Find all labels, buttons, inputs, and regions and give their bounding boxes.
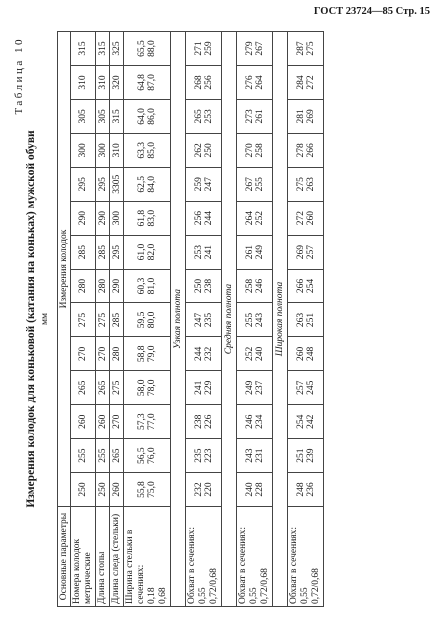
section-row (273, 32, 288, 607)
value-1: 243 (244, 448, 255, 463)
value-2: 241 (203, 244, 214, 260)
value-2: 249 (254, 244, 265, 260)
value-1: 278 (295, 143, 306, 158)
table-cell: 300 (110, 201, 124, 235)
row-label-sub1: 0,55 (300, 587, 310, 604)
table-cell: 290 (96, 201, 110, 235)
value-1: 235 (193, 448, 204, 463)
table-cell (186, 66, 222, 100)
row-label (237, 507, 273, 607)
row-label: Длина следа (стельки) (110, 507, 124, 607)
value-1: 272 (295, 211, 306, 226)
value-1: 262 (193, 143, 204, 158)
table-cell (124, 303, 171, 337)
value-1: 252 (244, 346, 255, 361)
table-cell: 250 (71, 473, 96, 507)
table-cell (237, 66, 273, 100)
table-cell (124, 269, 171, 303)
value-2: 266 (305, 143, 316, 158)
table-cell (288, 371, 324, 405)
table-cell (186, 473, 222, 507)
value-2: 264 (254, 75, 265, 90)
value-2: 77,0 (147, 413, 157, 431)
table-cell: 285 (110, 303, 124, 337)
table-cell: 280 (71, 269, 96, 303)
row-label (288, 507, 324, 607)
row-label-sub2: 0,68 (158, 587, 168, 604)
table-cell: 275 (96, 303, 110, 337)
table-cell: 260 (96, 405, 110, 439)
row-label-sub1: 0,55 (249, 587, 259, 604)
table-cell (237, 269, 273, 303)
value-2: 240 (254, 346, 265, 361)
table-cell (288, 201, 324, 235)
value-2: 248 (305, 346, 316, 361)
value-1: 250 (193, 278, 204, 294)
value-2: 254 (305, 278, 316, 294)
value-2: 235 (203, 312, 214, 328)
table-cell (288, 337, 324, 371)
measurements-table (57, 31, 324, 607)
value-2: 242 (305, 414, 316, 429)
value-1: 266 (295, 278, 306, 294)
table-cell (186, 371, 222, 405)
table-row (110, 32, 124, 607)
table-cell: 305 (71, 99, 96, 133)
value-2: 232 (203, 346, 214, 361)
table-cell (186, 303, 222, 337)
table-cell: 300 (96, 133, 110, 167)
table-cell (288, 473, 324, 507)
table-cell (237, 405, 273, 439)
value-2: 247 (203, 177, 214, 192)
table-row (288, 32, 324, 607)
table-cell (186, 133, 222, 167)
value-1: 260 (295, 346, 306, 361)
table-cell: 325 (110, 32, 124, 66)
value-2: 253 (203, 109, 214, 124)
value-2: 261 (254, 109, 265, 124)
value-1: 246 (244, 414, 255, 429)
table-cell (124, 235, 171, 269)
value-2: 78,0 (147, 379, 157, 397)
table-cell (237, 371, 273, 405)
table-cell: 300 (71, 133, 96, 167)
value-1: 270 (244, 143, 255, 158)
table-cell: 295 (71, 167, 96, 201)
value-1: 61,8 (137, 209, 147, 227)
value-2: 251 (305, 312, 316, 328)
value-1: 258 (244, 278, 255, 294)
value-1: 254 (295, 414, 306, 429)
table-cell: 280 (110, 337, 124, 371)
row-label-sub2: 0,72/0,68 (260, 568, 270, 604)
value-2: 239 (305, 448, 316, 463)
table-cell: 275 (71, 303, 96, 337)
table-cell: 315 (96, 32, 110, 66)
row-label-sub1: 0,18 (147, 587, 157, 604)
value-1: 55,8 (137, 481, 147, 498)
value-2: 258 (254, 143, 265, 158)
section-row (222, 32, 237, 607)
table-cell (237, 473, 273, 507)
row-label-sub1: 0,55 (198, 587, 208, 604)
value-2: 236 (305, 482, 316, 497)
value-2: 263 (305, 177, 316, 192)
value-1: 273 (244, 109, 255, 124)
value-1: 247 (193, 312, 204, 328)
table-cell (237, 439, 273, 473)
table-cell (124, 66, 171, 100)
table-cell (186, 99, 222, 133)
table-cell (237, 167, 273, 201)
value-1: 57,3 (137, 413, 147, 431)
value-1: 257 (295, 380, 306, 395)
table-cell (124, 201, 171, 235)
table-cell (124, 439, 171, 473)
section-title: Средняя полнота (222, 32, 237, 607)
value-2: 275 (305, 41, 316, 56)
table-cell (288, 235, 324, 269)
value-2: 234 (254, 414, 265, 429)
value-2: 88,0 (147, 40, 157, 57)
table-row (186, 32, 222, 607)
value-1: 65,5 (137, 40, 147, 57)
table-cell: 305 (96, 99, 110, 133)
value-2: 255 (254, 177, 265, 192)
table-cell (237, 99, 273, 133)
value-1: 269 (295, 244, 306, 260)
value-1: 263 (295, 312, 306, 328)
table-cell (186, 235, 222, 269)
value-1: 281 (295, 109, 306, 124)
table-cell (124, 371, 171, 405)
row-label: Номера колодок метрические (71, 507, 96, 607)
table-title: Измерения колодок для коньковой (катания на коньках) мужской обуви (25, 130, 37, 508)
value-2: 83,0 (147, 209, 157, 227)
row-label-label: Обхват в сечениях: (187, 526, 197, 604)
value-1: 279 (244, 41, 255, 56)
table-cell (288, 66, 324, 100)
table-cell: 310 (96, 66, 110, 100)
value-1: 265 (193, 109, 204, 124)
table-cell (186, 167, 222, 201)
table-cell: 295 (96, 167, 110, 201)
value-1: 248 (295, 482, 306, 497)
table-cell: 260 (71, 405, 96, 439)
value-1: 244 (193, 346, 204, 361)
table-cell (124, 133, 171, 167)
row-label-sub2: 0,72/0,68 (311, 568, 321, 604)
table-cell: 275 (110, 371, 124, 405)
table-cell: 310 (110, 133, 124, 167)
table-cell: 315 (71, 32, 96, 66)
value-2: 257 (305, 244, 316, 260)
value-2: 85,0 (147, 142, 157, 159)
value-1: 287 (295, 41, 306, 56)
measures-header: Измерения колодок (58, 32, 71, 507)
value-2: 231 (254, 448, 265, 463)
table-cell (288, 167, 324, 201)
value-2: 79,0 (147, 345, 157, 363)
value-2: 229 (203, 380, 214, 395)
row-label (124, 507, 171, 607)
value-2: 244 (203, 211, 214, 226)
value-2: 246 (254, 278, 265, 294)
value-1: 56,5 (137, 447, 147, 464)
unit-label: мм (40, 312, 50, 326)
table-label: Таблица 10 (13, 37, 25, 115)
table-cell (186, 32, 222, 66)
table-row (124, 32, 171, 607)
table-cell: 3305 (110, 167, 124, 201)
table-cell (186, 439, 222, 473)
table-cell: 285 (71, 235, 96, 269)
table-row (71, 32, 96, 607)
table-cell (186, 269, 222, 303)
table-cell: 260 (110, 473, 124, 507)
table-cell (288, 439, 324, 473)
value-2: 238 (203, 278, 214, 294)
table-cell: 270 (71, 337, 96, 371)
table-cell: 290 (71, 201, 96, 235)
value-1: 256 (193, 211, 204, 226)
value-2: 75,0 (147, 481, 157, 498)
table-cell: 315 (110, 99, 124, 133)
table-cell: 295 (110, 235, 124, 269)
value-1: 271 (193, 41, 204, 56)
table-cell (237, 235, 273, 269)
table-cell (124, 405, 171, 439)
value-1: 61,0 (137, 243, 147, 261)
value-1: 259 (193, 177, 204, 192)
page-header: ГОСТ 23724—85 Стр. 15 (313, 6, 430, 17)
value-2: 259 (203, 41, 214, 56)
table-cell (237, 32, 273, 66)
value-2: 86,0 (147, 108, 157, 125)
value-2: 84,0 (147, 175, 157, 193)
value-1: 59,5 (137, 311, 147, 329)
table-cell (237, 133, 273, 167)
params-header: Основные параметры (58, 507, 71, 607)
value-2: 228 (254, 482, 265, 497)
row-label-label: Обхват в сечениях: (238, 526, 248, 604)
value-1: 276 (244, 75, 255, 90)
value-2: 267 (254, 41, 265, 56)
rotated-table-page (13, 31, 423, 607)
value-2: 220 (203, 482, 214, 497)
table-cell (288, 269, 324, 303)
table-cell (288, 99, 324, 133)
value-1: 62,5 (137, 175, 147, 193)
table-cell (288, 133, 324, 167)
value-1: 253 (193, 244, 204, 260)
value-2: 272 (305, 75, 316, 90)
value-1: 251 (295, 448, 306, 463)
value-2: 243 (254, 312, 265, 328)
table-cell: 265 (71, 371, 96, 405)
table-cell (288, 32, 324, 66)
value-2: 76,0 (147, 447, 157, 464)
table-cell: 255 (71, 439, 96, 473)
value-1: 267 (244, 177, 255, 192)
value-2: 223 (203, 448, 214, 463)
row-label-sub2: 0,72/0,68 (209, 568, 219, 604)
value-2: 237 (254, 380, 265, 395)
table-cell: 270 (96, 337, 110, 371)
table-cell (237, 337, 273, 371)
table-cell (237, 303, 273, 337)
table-cell (186, 337, 222, 371)
value-1: 268 (193, 75, 204, 90)
value-1: 249 (244, 380, 255, 395)
value-1: 275 (295, 177, 306, 192)
value-2: 252 (254, 211, 265, 226)
table-cell (124, 167, 171, 201)
table-cell (124, 337, 171, 371)
value-2: 256 (203, 75, 214, 90)
value-1: 284 (295, 75, 306, 90)
value-2: 87,0 (147, 74, 157, 91)
table-cell: 270 (110, 405, 124, 439)
row-label: Длина стопы (96, 507, 110, 607)
table-cell (124, 32, 171, 66)
section-title: Узкая полнота (171, 32, 186, 607)
section-row (171, 32, 186, 607)
value-2: 245 (305, 380, 316, 395)
value-1: 58,0 (137, 379, 147, 397)
table-cell: 290 (110, 269, 124, 303)
value-2: 226 (203, 414, 214, 429)
value-1: 255 (244, 312, 255, 328)
value-1: 64,8 (137, 74, 147, 91)
value-2: 260 (305, 211, 316, 226)
table-cell: 280 (96, 269, 110, 303)
value-1: 238 (193, 414, 204, 429)
value-1: 232 (193, 482, 204, 497)
row-label (186, 507, 222, 607)
table-cell: 265 (96, 371, 110, 405)
table-cell: 250 (96, 473, 110, 507)
table-cell: 285 (96, 235, 110, 269)
table-cell (124, 99, 171, 133)
table-cell (186, 201, 222, 235)
table-cell (124, 473, 171, 507)
value-1: 261 (244, 244, 255, 260)
value-2: 81,0 (147, 277, 157, 295)
value-2: 250 (203, 143, 214, 158)
value-1: 58,8 (137, 345, 147, 363)
value-1: 60,3 (137, 277, 147, 295)
row-label-label: Обхват в сечениях: (289, 526, 299, 604)
section-title: Широкая полнота (273, 32, 288, 607)
value-1: 264 (244, 211, 255, 226)
value-2: 82,0 (147, 243, 157, 261)
table-row (237, 32, 273, 607)
table-cell (237, 201, 273, 235)
value-1: 64,0 (137, 108, 147, 125)
value-2: 80,0 (147, 311, 157, 329)
value-2: 269 (305, 109, 316, 124)
table-cell: 265 (110, 439, 124, 473)
row-label-label: Ширина стельки в сечениях: (125, 529, 146, 604)
table-row (96, 32, 110, 607)
table-cell (288, 405, 324, 439)
value-1: 240 (244, 482, 255, 497)
value-1: 63,3 (137, 142, 147, 159)
value-1: 241 (193, 380, 204, 395)
table-cell (186, 405, 222, 439)
table-cell: 320 (110, 66, 124, 100)
table-cell (288, 303, 324, 337)
table-cell: 255 (96, 439, 110, 473)
table-cell: 310 (71, 66, 96, 100)
